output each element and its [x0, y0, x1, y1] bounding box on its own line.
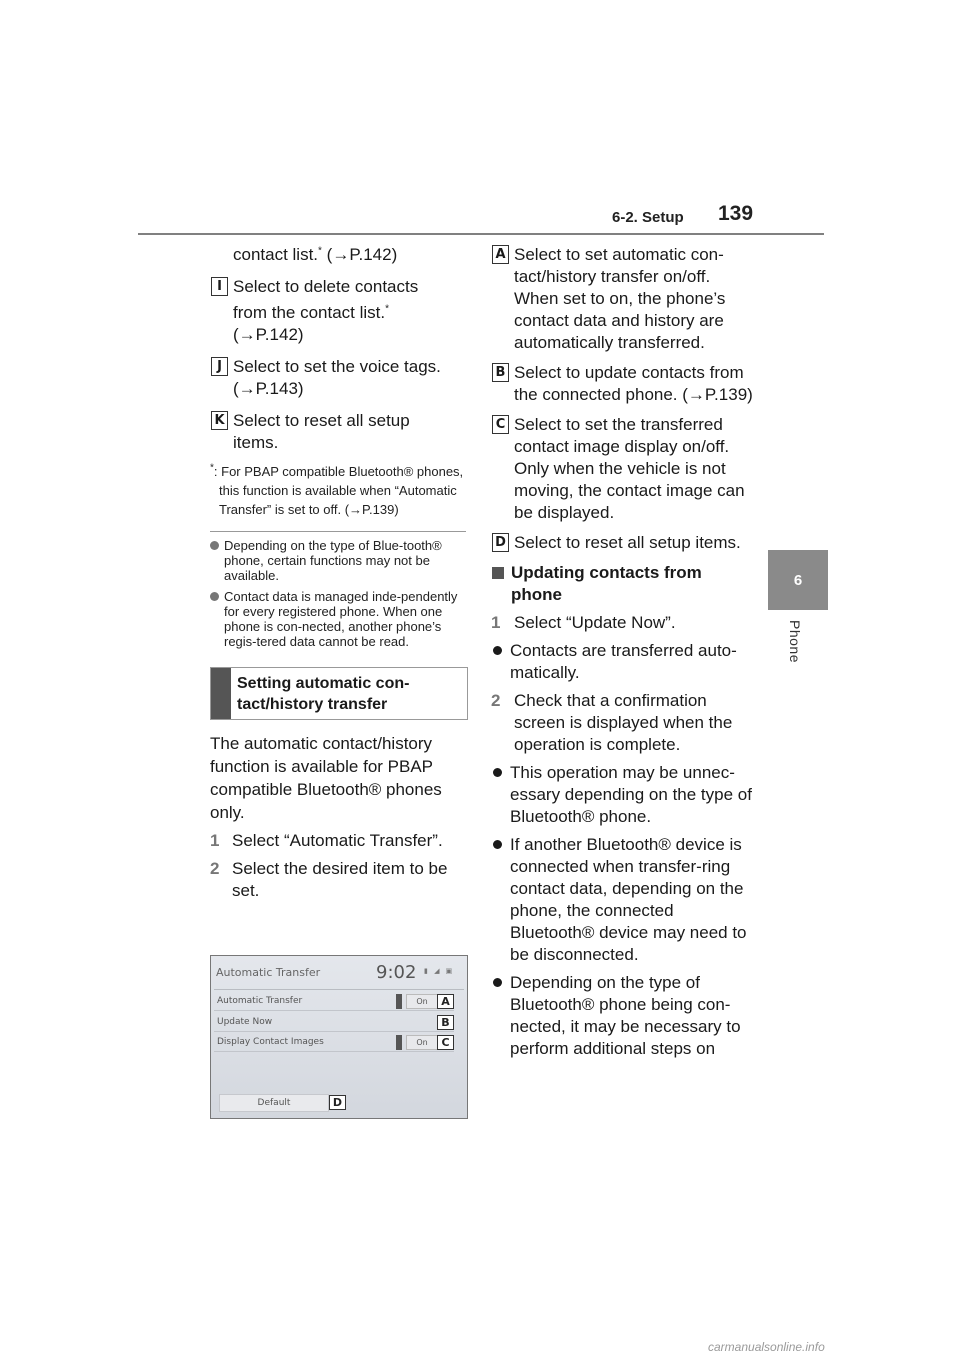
bullet-item: This operation may be unnec-essary depending on the type of Bluetooth® phone. — [491, 762, 757, 828]
screen-divider — [214, 989, 464, 990]
step-number: 1 — [491, 613, 501, 632]
item-text: Select to delete contacts — [233, 277, 419, 296]
bullet-item: If another Bluetooth® device is connected when transfer-ring contact data, depending on the phone, the connected Bluetooth® device may need to be disconnected. — [491, 834, 757, 966]
on-indicator: On — [406, 994, 438, 1009]
footnote: *: For PBAP compatible Bluetooth® phones, this function is available when “Automatic Transfer” is set to off. (→P.139) — [210, 462, 464, 517]
item-j — [210, 356, 472, 400]
asterisk: * — [385, 303, 390, 315]
callout-tag: D — [492, 533, 509, 552]
screen-title: Automatic Transfer — [216, 966, 321, 979]
on-indicator: On — [406, 1035, 438, 1050]
callout-tag: I — [211, 277, 228, 296]
continued-ref: (→P.142) — [321, 245, 398, 264]
chapter-tab: 6 — [768, 550, 828, 610]
toggle-indicator — [396, 994, 402, 1009]
item-a: A Select to set automatic con-tact/history transfer on/off. When set to on, the phone’s contact data and history are automatically transferred. — [491, 244, 757, 354]
callout-tag: J — [211, 357, 228, 376]
left-column — [210, 244, 472, 902]
continued-text: contact list. — [233, 245, 319, 264]
item-b: B Select to update contacts from the connected phone. (→P.139) — [491, 362, 757, 406]
right-column — [491, 244, 757, 1060]
bullet-dot-icon — [493, 768, 502, 777]
note-item: Depending on the type of Blue-tooth® phone, certain functions may not be available. — [210, 538, 472, 583]
toggle-indicator — [396, 1035, 402, 1050]
page-number: 139 — [718, 202, 754, 225]
bullet-dot-icon — [493, 978, 502, 987]
item-text: Select to set the voice tags. — [233, 357, 441, 376]
item-d: D Select to reset all setup items. — [491, 532, 757, 554]
item-c: C Select to set the transferred contact image display on/off. Only when the vehicle is not moving, the contact image can be displayed. — [491, 414, 757, 524]
note-rule — [210, 531, 466, 532]
header-rule — [138, 233, 824, 235]
callout-tag: B — [492, 363, 509, 382]
item-ref: (→P.143) — [233, 379, 304, 398]
item-ref: (→P.142) — [233, 325, 304, 344]
watermark: carmanualsonline.info — [708, 1340, 825, 1354]
section-heading-box — [210, 667, 468, 720]
bullet-item: Depending on the type of Bluetooth® phone being con-nected, it may be necessary to perform additional steps on — [491, 972, 757, 1060]
section-title: 6-2. Setup — [612, 209, 684, 226]
screen-row-display-contact-images[interactable]: Display Contact Images On — [214, 1034, 454, 1052]
callout-tag: B — [437, 1015, 454, 1030]
bullet-dot-icon — [210, 592, 219, 601]
default-button[interactable]: Default — [219, 1094, 329, 1112]
callout-tag: D — [329, 1095, 346, 1110]
bullet-item: Contacts are transferred auto-matically. — [491, 640, 757, 684]
callout-tag: A — [492, 245, 509, 264]
item-text: Select to reset all setup — [233, 411, 410, 430]
step-number: 2 — [210, 859, 220, 878]
item-i — [210, 276, 472, 346]
item-k — [210, 410, 472, 454]
callout-tag: C — [492, 415, 509, 434]
note-item: Contact data is managed inde-pendently for every registered phone. When one phone is con-nected, another phone’s regis-tered data cannot be read. — [210, 589, 472, 649]
bullet-dot-icon — [210, 541, 219, 550]
continued-item — [210, 244, 472, 266]
screen-clock: 9:02 — [376, 962, 417, 983]
step: 1 Select “Automatic Transfer”. — [210, 831, 443, 850]
step-number: 1 — [210, 831, 220, 850]
intro-paragraph: The automatic contact/history function is available for PBAP compatible Bluetooth® phones only. — [210, 734, 442, 822]
screen-row-automatic-transfer[interactable]: Automatic Transfer On — [214, 993, 454, 1011]
step-number: 2 — [491, 691, 501, 710]
bullet-dot-icon — [493, 646, 502, 655]
section-heading-bar — [211, 668, 231, 719]
section-heading: Setting automatic con- tact/history transfer — [237, 675, 410, 713]
chapter-tab-label: Phone — [787, 620, 803, 663]
step: 2 Select the desired item to be set. — [210, 859, 448, 900]
bullet-dot-icon — [493, 840, 502, 849]
step: 2 Check that a confirmation screen is displayed when the operation is complete. — [491, 691, 733, 754]
item-text: from the contact list.* — [233, 303, 390, 322]
asterisk: * — [318, 245, 322, 257]
callout-tag: C — [437, 1035, 454, 1050]
callout-tag: A — [437, 994, 454, 1009]
status-icons: ▮ ◢ ▣ — [424, 967, 455, 975]
subheading: Updating contacts from phone — [491, 562, 757, 606]
screen-capture — [210, 955, 468, 1119]
callout-tag: K — [211, 411, 228, 430]
step: 1 Select “Update Now”. — [491, 613, 676, 632]
item-text: items. — [233, 433, 279, 452]
square-bullet-icon — [492, 567, 504, 579]
screen-row-update-now[interactable]: Update Now — [214, 1014, 454, 1032]
